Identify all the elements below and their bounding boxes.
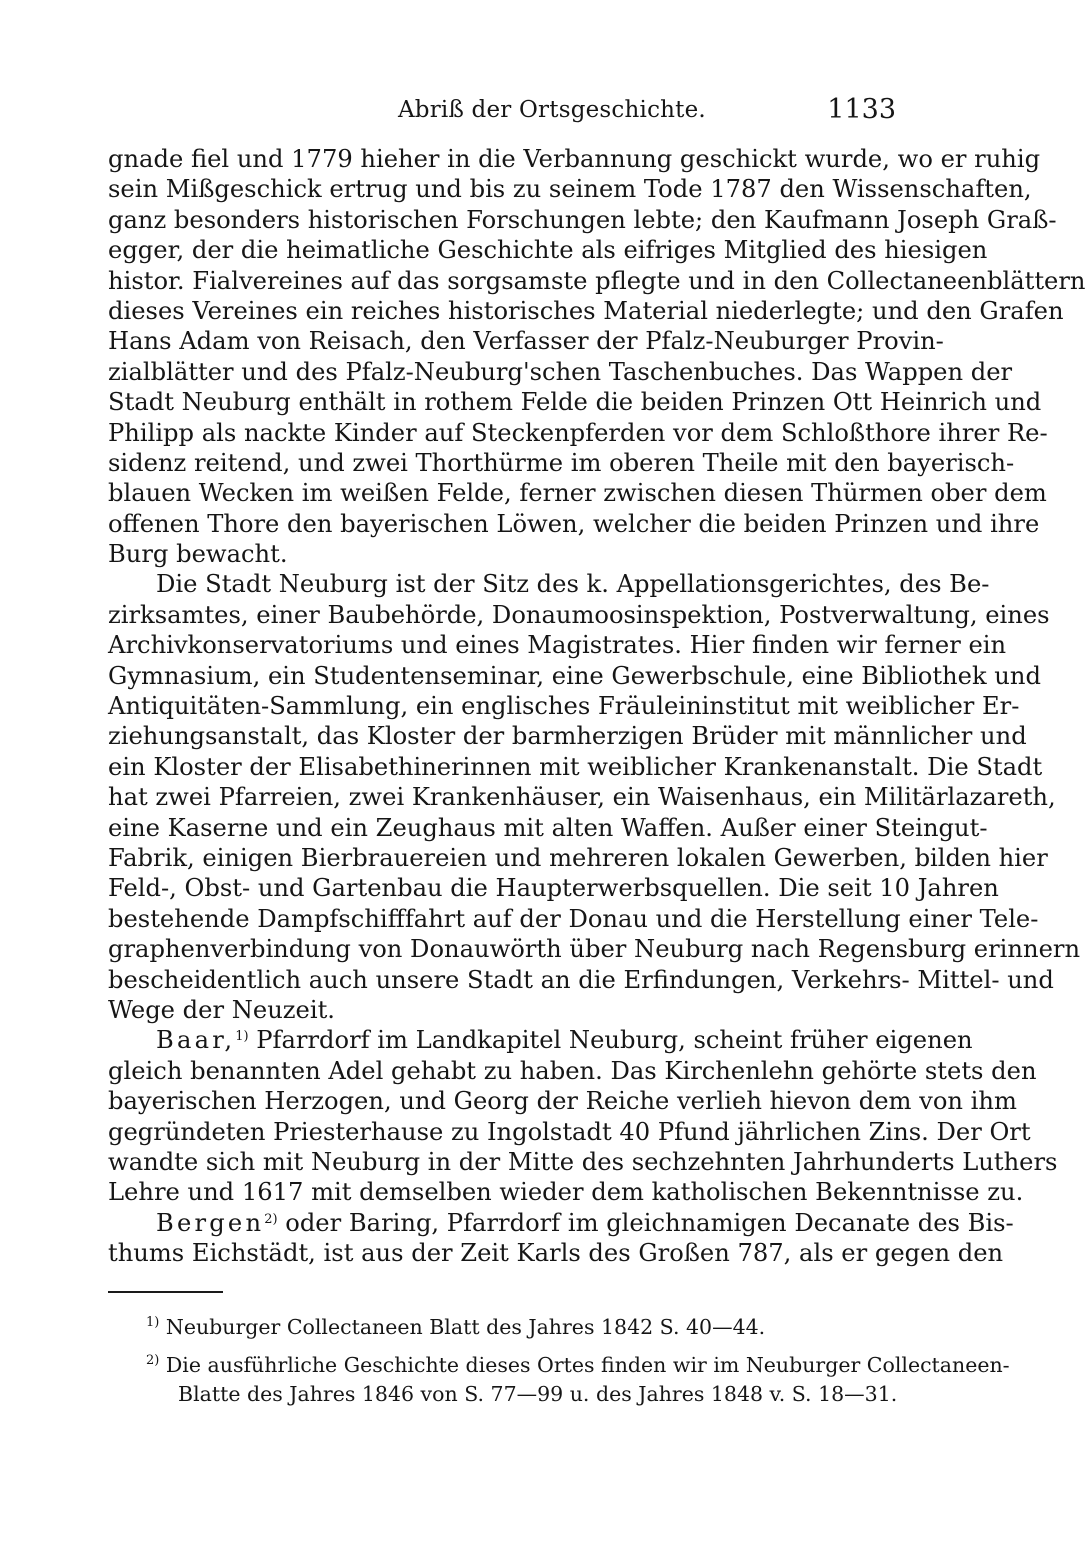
text-line: offenen Thore den bayerischen Löwen, welcher die beiden Prinzen und ihre — [108, 509, 1040, 538]
body-text — [108, 144, 1086, 1268]
footnote-2-continuation: Blatte des Jahres 1846 von S. 77—99 u. des Jahres 1848 v. S. 18—31. — [178, 1382, 898, 1406]
place-name-baar: Baar, — [156, 1026, 236, 1055]
text-line: sidenz reitend, und zwei Thorthürme im oberen Theile mit den bayerisch- — [108, 448, 1015, 477]
text-line: wandte sich mit Neuburg in der Mitte des sechzehnten Jahrhunderts Luthers — [108, 1147, 1058, 1176]
text-line: dieses Vereines ein reiches historisches Material niederlegte; und den Grafen — [108, 296, 1064, 325]
text-line: Archivkonservatoriums und eines Magistrates. Hier finden wir ferner ein — [108, 631, 1007, 660]
text-line: bestehende Dampfschifffahrt auf der Donau und die Herstellung einer Tele- — [108, 904, 1039, 933]
running-head: Abriß der Ortsgeschichte. — [398, 97, 706, 123]
footnote-ref-1[interactable]: 1) — [235, 1029, 249, 1045]
text-line: ein Kloster der Elisabethinerinnen mit weiblicher Krankenanstalt. Die Stadt — [108, 752, 1043, 781]
text-line: Burg bewacht. — [108, 540, 288, 569]
paragraph-city-institutions — [108, 569, 1081, 1025]
text-line: thums Eichstädt, ist aus der Zeit Karls des Großen 787, als er gegen den — [108, 1239, 1004, 1268]
baar-text: Pfarrdorf im Landkapitel Neuburg, scheint früher eigenen — [248, 1026, 973, 1055]
text-line: eine Kaserne und ein Zeughaus mit alten Waffen. Außer einer Steingut- — [108, 813, 988, 842]
text-line: Gymnasium, ein Studentenseminar, eine Gewerbschule, eine Bibliothek und — [108, 661, 1041, 690]
text-line-bergen — [108, 1208, 1014, 1238]
text-line: Wege der Neuzeit. — [108, 995, 335, 1024]
text-line: Feld-, Obst- und Gartenbau die Haupterwerbsquellen. Die seit 10 Jahren — [108, 874, 999, 903]
text-line: gleich benannten Adel gehabt zu haben. Das Kirchenlehn gehörte stets den — [108, 1056, 1037, 1085]
footnotes — [108, 1313, 1010, 1409]
footnote-1-text: Neuburger Collectaneen Blatt des Jahres 1842 S. 40—44. — [165, 1315, 766, 1339]
text-line: gegründeten Priesterhause zu Ingolstadt 40 Pfund jährlichen Zins. Der Ort — [108, 1117, 1031, 1146]
footnote-ref-2[interactable]: 2) — [264, 1211, 278, 1227]
footnote-2-text: Die ausführliche Geschichte dieses Ortes finden wir im Neuburger Collectaneen- — [165, 1353, 1010, 1377]
text-line: zirksamtes, einer Baubehörde, Donaumoosinspektion, Postverwaltung, eines — [108, 600, 1050, 629]
text-line: sein Mißgeschick ertrug und bis zu seinem Tode 1787 den Wissenschaften, — [108, 175, 1032, 204]
text-line: Die Stadt Neuburg ist der Sitz des k. Appellationsgerichtes, des Be- — [156, 570, 990, 599]
footnote-1 — [108, 1313, 896, 1342]
footnote-marker-1: 1) — [146, 1315, 160, 1330]
text-line: histor. Fialvereines auf das sorgsamste pflegte und in den Collectaneenblättern — [108, 266, 1086, 295]
text-line: blauen Wecken im weißen Felde, ferner zwischen diesen Thürmen ober dem — [108, 479, 1047, 508]
page-number: 1133 — [827, 94, 896, 125]
text-line: ganz besonders historischen Forschungen lebte; den Kaufmann Joseph Graß- — [108, 205, 1057, 234]
paragraph-notable-residents — [108, 144, 1086, 569]
bergen-text: oder Baring, Pfarrdorf im gleichnamigen Decanate des Bis- — [277, 1208, 1014, 1237]
text-line: zialblätter und des Pfalz-Neuburg'schen Taschenbuches. Das Wappen der — [108, 357, 1013, 386]
footnote-marker-2: 2) — [146, 1353, 160, 1368]
footnote-2 — [108, 1351, 1010, 1380]
text-line-baar — [108, 1025, 973, 1055]
text-line: bayerischen Herzogen, und Georg der Reiche verlieh hievon dem von ihm — [108, 1087, 1017, 1116]
page-header — [108, 93, 896, 127]
text-line: bescheidentlich auch unsere Stadt an die Erfindungen, Verkehrs- Mittel- und — [108, 965, 1054, 994]
text-line: ziehungsanstalt, das Kloster der barmherzigen Brüder mit männlicher und — [108, 722, 1027, 751]
text-line: Hans Adam von Reisach, den Verfasser der Pfalz-Neuburger Provin- — [108, 327, 944, 356]
text-line: Philipp als nackte Kinder auf Steckenpferden vor dem Schloßthore ihrer Re- — [108, 418, 1048, 447]
text-line: gnade fiel und 1779 hieher in die Verbannung geschickt wurde, wo er ruhig — [108, 145, 1041, 173]
text-line: Antiquitäten-Sammlung, ein englisches Fräuleininstitut mit weiblicher Er- — [108, 692, 1020, 721]
place-name-bergen: Bergen — [156, 1208, 265, 1237]
text-line: egger, der die heimatliche Geschichte als eifriges Mitglied des hiesigen — [108, 236, 988, 265]
footnote-divider — [108, 1291, 223, 1293]
text-line: hat zwei Pfarreien, zwei Krankenhäuser, ein Waisenhaus, ein Militärlazareth, — [108, 783, 1056, 812]
text-line: graphenverbindung von Donauwörth über Neuburg nach Regensburg erinnern — [108, 935, 1081, 964]
paragraph-baar-bergen — [108, 1025, 1058, 1268]
text-line: Lehre und 1617 mit demselben wieder dem katholischen Bekenntnisse zu. — [108, 1178, 1024, 1207]
text-line: Stadt Neuburg enthält in rothem Felde die beiden Prinzen Ott Heinrich und — [108, 388, 1042, 417]
text-line: Fabrik, einigen Bierbrauereien und mehreren lokalen Gewerben, bilden hier — [108, 843, 1048, 872]
